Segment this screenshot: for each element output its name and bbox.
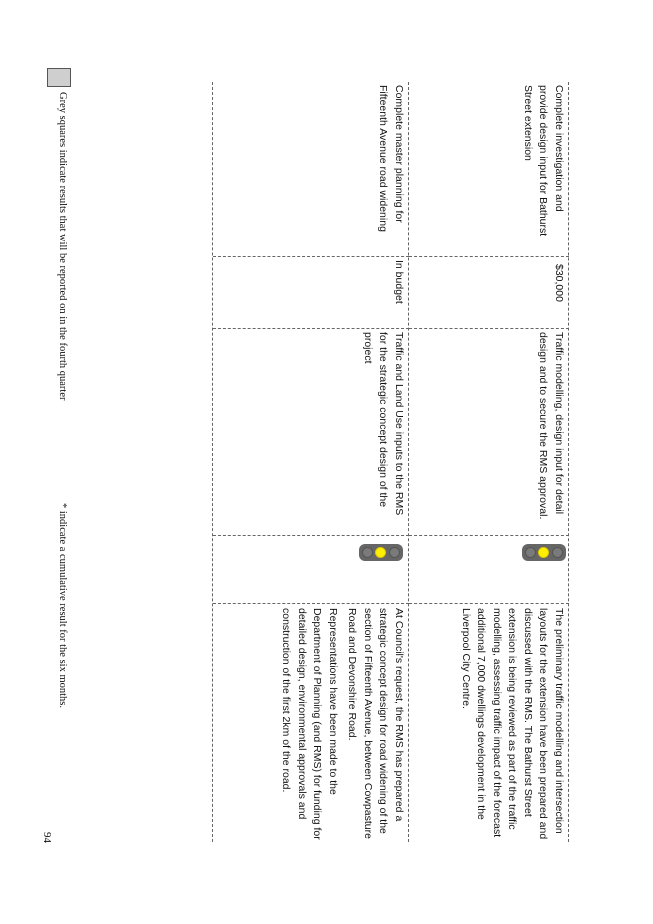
red-bulb-icon [389, 547, 400, 558]
column-divider [409, 535, 569, 536]
row2-comment [278, 608, 406, 840]
green-bulb-icon [525, 547, 536, 558]
amber-bulb-icon [376, 547, 387, 558]
row-divider [212, 82, 213, 842]
column-divider [409, 328, 569, 329]
row2-target: Traffic and Land Use inputs to the RMS for the strategic concept design of the project [362, 332, 405, 516]
page-number: 94 [41, 832, 53, 843]
footnote-asterisk: * indicate a cumulative result for the six months. [57, 503, 68, 708]
column-divider [213, 603, 409, 604]
row2-budget: In budget [393, 260, 405, 304]
row2-comment-paragraph-1: At Council's request, the RMS has prepared a strategic concept design for road widening of the section of Fifteenth Avenue, between Cowpasture Road and Devonshire Road. [346, 608, 405, 839]
green-bulb-icon [362, 547, 373, 558]
row-divider [408, 82, 409, 842]
red-bulb-icon [552, 547, 563, 558]
row1-action: Complete investigation and provide design input for Bathurst Street extension [522, 85, 565, 237]
row1-comment [458, 608, 567, 840]
row-divider [568, 82, 569, 842]
amber-bulb-icon [539, 547, 550, 558]
row2-status-traffic-light-icon [359, 544, 403, 561]
grey-square-legend-icon [47, 68, 71, 87]
column-divider [213, 328, 409, 329]
row2-comment-paragraph-2: Representations have been made to the Department of Planning (and RMS) for funding for detailed design, environmental approvals and construction of the first 2km of the road. [280, 608, 339, 840]
row2-action: Complete master planning for Fifteenth Avenue road widening [377, 85, 405, 232]
footnote-grey-squares: Grey squares indicate results that will be reported on in the fourth quarter [57, 92, 68, 401]
column-divider [409, 256, 569, 257]
row1-budget: $30,000 [553, 264, 565, 302]
column-divider [213, 535, 409, 536]
column-divider [409, 603, 569, 604]
row1-status-traffic-light-icon [522, 544, 566, 561]
column-divider [213, 256, 409, 257]
row1-comment-paragraph-1: The preliminary traffic modelling and intersection layouts for the extension have been prepared and discussed with the RMS. The Bathurst Street extension is being reviewed as part of the traffic modelling, assessing traffic impact of the forecast additional 7,000 dwellings development in the Liverpool City Centre. [460, 608, 565, 840]
row1-target: Traffic modelling, design input for detail design and to secure the RMS approval. [537, 332, 565, 520]
